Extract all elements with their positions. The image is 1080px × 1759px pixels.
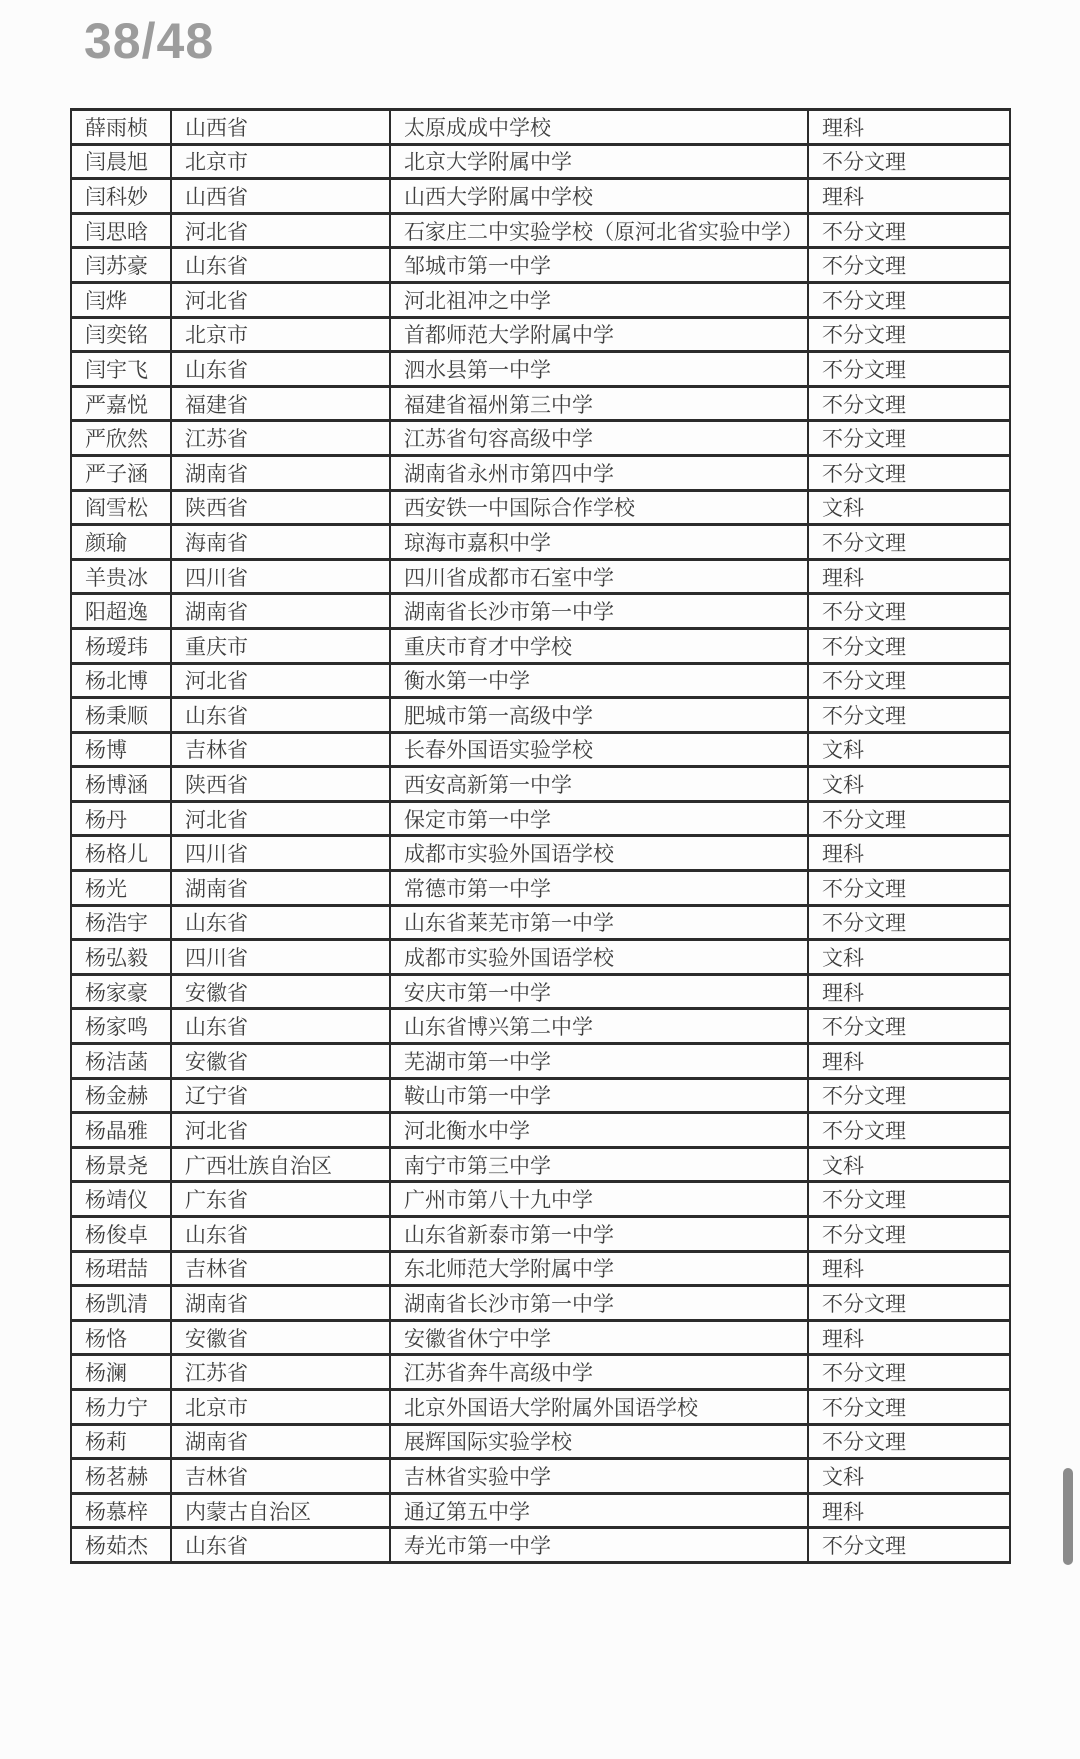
name-cell: 闫宇飞 [71,352,171,387]
school-cell: 安徽省休宁中学 [390,1320,808,1355]
name-cell: 杨茗赫 [71,1459,171,1494]
track-cell: 不分文理 [808,352,1010,387]
name-cell: 杨家豪 [71,974,171,1009]
track-cell: 不分文理 [808,871,1010,906]
track-cell: 不分文理 [808,1528,1010,1563]
track-cell: 不分文理 [808,1355,1010,1390]
table-row [71,317,1010,352]
school-cell: 南宁市第三中学 [390,1147,808,1182]
track-cell: 不分文理 [808,455,1010,490]
track-cell: 理科 [808,179,1010,214]
province-cell: 安徽省 [171,1044,390,1079]
name-cell: 颜瑜 [71,525,171,560]
school-cell: 广州市第八十九中学 [390,1182,808,1217]
table-row [71,1355,1010,1390]
school-cell: 湖南省长沙市第一中学 [390,594,808,629]
name-cell: 杨光 [71,871,171,906]
name-cell: 杨恪 [71,1320,171,1355]
province-cell: 北京市 [171,1389,390,1424]
school-cell: 衡水第一中学 [390,663,808,698]
province-cell: 北京市 [171,317,390,352]
province-cell: 山东省 [171,1528,390,1563]
school-cell: 鞍山市第一中学 [390,1078,808,1113]
school-cell: 石家庄二中实验学校（原河北省实验中学） [390,213,808,248]
track-cell: 不分文理 [808,1424,1010,1459]
table-row [71,905,1010,940]
province-cell: 安徽省 [171,1320,390,1355]
track-cell: 不分文理 [808,282,1010,317]
name-cell: 闫晨旭 [71,144,171,179]
table-row [71,1459,1010,1494]
school-cell: 琼海市嘉积中学 [390,525,808,560]
province-cell: 安徽省 [171,974,390,1009]
province-cell: 河北省 [171,282,390,317]
school-cell: 肥城市第一高级中学 [390,698,808,733]
province-cell: 辽宁省 [171,1078,390,1113]
track-cell: 不分文理 [808,1217,1010,1252]
school-cell: 山东省新泰市第一中学 [390,1217,808,1252]
province-cell: 四川省 [171,559,390,594]
track-cell: 不分文理 [808,663,1010,698]
name-cell: 阳超逸 [71,594,171,629]
name-cell: 杨靖仪 [71,1182,171,1217]
name-cell: 杨晶雅 [71,1113,171,1148]
table-row [71,179,1010,214]
school-cell: 西安铁一中国际合作学校 [390,490,808,525]
table-row [71,1320,1010,1355]
table-row [71,110,1010,145]
province-cell: 河北省 [171,1113,390,1148]
province-cell: 河北省 [171,663,390,698]
track-cell: 文科 [808,732,1010,767]
name-cell: 杨澜 [71,1355,171,1390]
track-cell: 不分文理 [808,1286,1010,1321]
province-cell: 河北省 [171,213,390,248]
school-cell: 邹城市第一中学 [390,248,808,283]
province-cell: 内蒙古自治区 [171,1493,390,1528]
school-cell: 山西大学附属中学校 [390,179,808,214]
name-cell: 严子涵 [71,455,171,490]
name-cell: 杨北博 [71,663,171,698]
track-cell: 理科 [808,1320,1010,1355]
province-cell: 湖南省 [171,871,390,906]
name-cell: 杨俊卓 [71,1217,171,1252]
school-cell: 重庆市育才中学校 [390,628,808,663]
table-row [71,1078,1010,1113]
school-cell: 北京大学附属中学 [390,144,808,179]
table-row [71,801,1010,836]
table-row [71,213,1010,248]
province-cell: 山西省 [171,179,390,214]
track-cell: 不分文理 [808,213,1010,248]
track-cell: 文科 [808,1147,1010,1182]
name-cell: 杨慕梓 [71,1493,171,1528]
table-row [71,421,1010,456]
table-row [71,767,1010,802]
table-row [71,1009,1010,1044]
students-table [70,108,1011,1564]
province-cell: 海南省 [171,525,390,560]
province-cell: 山东省 [171,248,390,283]
table-row [71,1493,1010,1528]
school-cell: 首都师范大学附属中学 [390,317,808,352]
table-row [71,940,1010,975]
school-cell: 山东省博兴第二中学 [390,1009,808,1044]
name-cell: 严欣然 [71,421,171,456]
province-cell: 山东省 [171,698,390,733]
name-cell: 杨力宁 [71,1389,171,1424]
table-row [71,594,1010,629]
name-cell: 闫苏豪 [71,248,171,283]
school-cell: 河北祖冲之中学 [390,282,808,317]
province-cell: 福建省 [171,386,390,421]
track-cell: 不分文理 [808,317,1010,352]
school-cell: 山东省莱芜市第一中学 [390,905,808,940]
name-cell: 杨格儿 [71,836,171,871]
school-cell: 四川省成都市石室中学 [390,559,808,594]
track-cell: 理科 [808,1044,1010,1079]
province-cell: 山东省 [171,905,390,940]
province-cell: 湖南省 [171,1286,390,1321]
table-row [71,836,1010,871]
name-cell: 羊贵冰 [71,559,171,594]
school-cell: 东北师范大学附属中学 [390,1251,808,1286]
province-cell: 河北省 [171,801,390,836]
table-row [71,1113,1010,1148]
province-cell: 四川省 [171,836,390,871]
table-row [71,974,1010,1009]
province-cell: 山东省 [171,1009,390,1044]
table-row [71,248,1010,283]
school-cell: 成都市实验外国语学校 [390,836,808,871]
school-cell: 江苏省句容高级中学 [390,421,808,456]
table-row [71,1389,1010,1424]
name-cell: 杨弘毅 [71,940,171,975]
province-cell: 江苏省 [171,421,390,456]
track-cell: 不分文理 [808,905,1010,940]
name-cell: 薛雨桢 [71,110,171,145]
name-cell: 闫思晗 [71,213,171,248]
track-cell: 不分文理 [808,1113,1010,1148]
table-row [71,732,1010,767]
school-cell: 福建省福州第三中学 [390,386,808,421]
track-cell: 不分文理 [808,386,1010,421]
school-cell: 太原成成中学校 [390,110,808,145]
track-cell: 文科 [808,767,1010,802]
name-cell: 闫科妙 [71,179,171,214]
name-cell: 阎雪松 [71,490,171,525]
track-cell: 不分文理 [808,594,1010,629]
track-cell: 文科 [808,490,1010,525]
track-cell: 理科 [808,110,1010,145]
province-cell: 吉林省 [171,1459,390,1494]
table-row [71,1286,1010,1321]
name-cell: 杨丹 [71,801,171,836]
table-row [71,525,1010,560]
province-cell: 江苏省 [171,1355,390,1390]
name-cell: 杨瑷玮 [71,628,171,663]
name-cell: 闫奕铭 [71,317,171,352]
school-cell: 西安高新第一中学 [390,767,808,802]
school-cell: 保定市第一中学 [390,801,808,836]
name-cell: 杨金赫 [71,1078,171,1113]
name-cell: 杨景尧 [71,1147,171,1182]
track-cell: 不分文理 [808,525,1010,560]
table-row [71,282,1010,317]
name-cell: 杨博 [71,732,171,767]
table-row [71,1251,1010,1286]
province-cell: 山西省 [171,110,390,145]
province-cell: 陕西省 [171,767,390,802]
students-table-body [71,110,1010,1563]
province-cell: 山东省 [171,352,390,387]
track-cell: 不分文理 [808,248,1010,283]
province-cell: 吉林省 [171,1251,390,1286]
table-row [71,663,1010,698]
track-cell: 不分文理 [808,698,1010,733]
school-cell: 长春外国语实验学校 [390,732,808,767]
name-cell: 杨茹杰 [71,1528,171,1563]
track-cell: 不分文理 [808,144,1010,179]
school-cell: 展辉国际实验学校 [390,1424,808,1459]
school-cell: 泗水县第一中学 [390,352,808,387]
province-cell: 广西壮族自治区 [171,1147,390,1182]
table-row [71,871,1010,906]
track-cell: 理科 [808,1251,1010,1286]
school-cell: 安庆市第一中学 [390,974,808,1009]
table-row [71,455,1010,490]
table-row [71,1217,1010,1252]
school-cell: 芜湖市第一中学 [390,1044,808,1079]
school-cell: 成都市实验外国语学校 [390,940,808,975]
school-cell: 常德市第一中学 [390,871,808,906]
province-cell: 重庆市 [171,628,390,663]
table-row [71,1182,1010,1217]
province-cell: 吉林省 [171,732,390,767]
province-cell: 四川省 [171,940,390,975]
name-cell: 杨凯清 [71,1286,171,1321]
track-cell: 不分文理 [808,801,1010,836]
table-row [71,144,1010,179]
name-cell: 杨秉顺 [71,698,171,733]
table-row [71,1528,1010,1563]
table-row [71,698,1010,733]
track-cell: 理科 [808,559,1010,594]
track-cell: 不分文理 [808,628,1010,663]
table-row [71,1424,1010,1459]
school-cell: 江苏省奔牛高级中学 [390,1355,808,1390]
track-cell: 理科 [808,974,1010,1009]
province-cell: 北京市 [171,144,390,179]
name-cell: 杨博涵 [71,767,171,802]
province-cell: 湖南省 [171,594,390,629]
track-cell: 理科 [808,1493,1010,1528]
name-cell: 杨莉 [71,1424,171,1459]
name-cell: 严嘉悦 [71,386,171,421]
track-cell: 不分文理 [808,421,1010,456]
track-cell: 文科 [808,1459,1010,1494]
name-cell: 杨浩宇 [71,905,171,940]
province-cell: 湖南省 [171,455,390,490]
table-row [71,1044,1010,1079]
province-cell: 广东省 [171,1182,390,1217]
track-cell: 不分文理 [808,1078,1010,1113]
province-cell: 湖南省 [171,1424,390,1459]
table-row [71,490,1010,525]
table-row [71,1147,1010,1182]
name-cell: 杨家鸣 [71,1009,171,1044]
school-cell: 湖南省永州市第四中学 [390,455,808,490]
school-cell: 北京外国语大学附属外国语学校 [390,1389,808,1424]
table-row [71,386,1010,421]
school-cell: 寿光市第一中学 [390,1528,808,1563]
track-cell: 文科 [808,940,1010,975]
table-row [71,352,1010,387]
table-row [71,628,1010,663]
school-cell: 通辽第五中学 [390,1493,808,1528]
page-indicator: 38/48 [84,13,215,69]
name-cell: 杨珺喆 [71,1251,171,1286]
track-cell: 不分文理 [808,1009,1010,1044]
school-cell: 吉林省实验中学 [390,1459,808,1494]
track-cell: 不分文理 [808,1182,1010,1217]
vertical-scrollbar-thumb[interactable] [1063,1468,1073,1565]
name-cell: 闫烨 [71,282,171,317]
province-cell: 陕西省 [171,490,390,525]
track-cell: 理科 [808,836,1010,871]
table-row [71,559,1010,594]
track-cell: 不分文理 [808,1389,1010,1424]
school-cell: 河北衡水中学 [390,1113,808,1148]
province-cell: 山东省 [171,1217,390,1252]
name-cell: 杨洁菡 [71,1044,171,1079]
school-cell: 湖南省长沙市第一中学 [390,1286,808,1321]
